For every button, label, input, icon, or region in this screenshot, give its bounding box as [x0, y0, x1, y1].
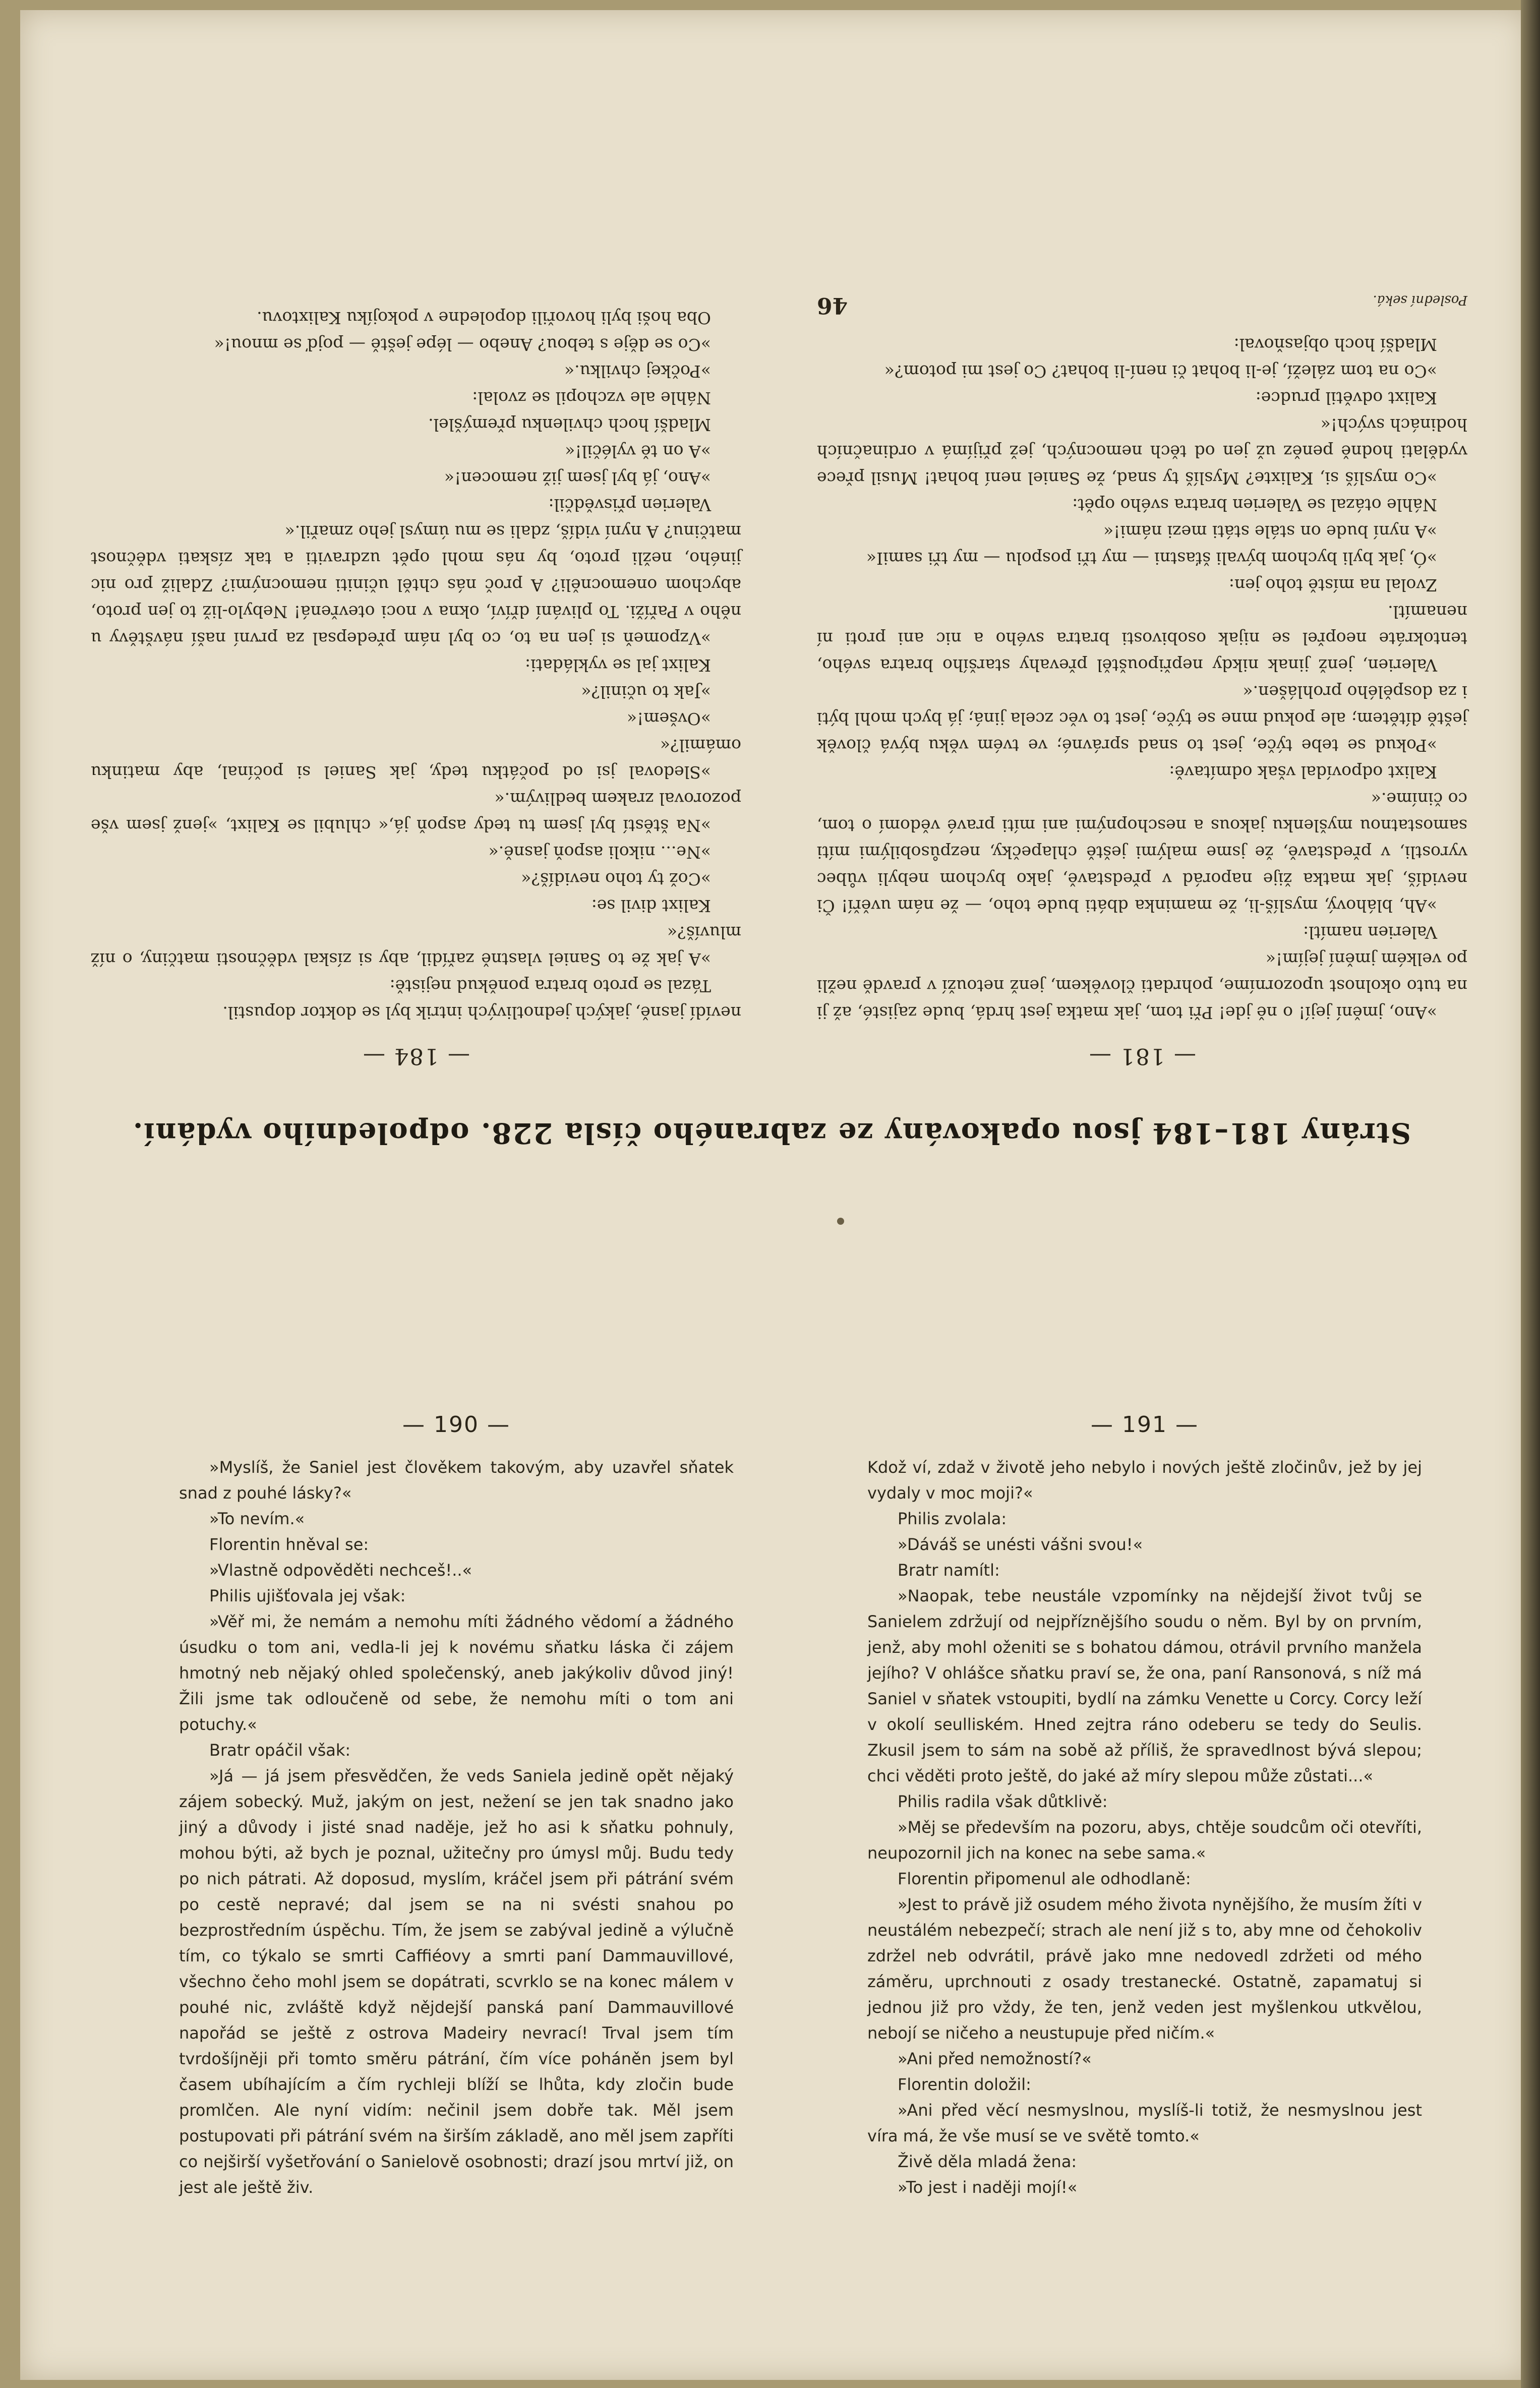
paragraph: Valerien, jenž jinak nikdy nepřipouštěl převahy staršího bratra svého, tentokráte neopřel se nijak osobivosti bratra svého a nic ani proti ní nenamítl. [817, 602, 1467, 675]
paragraph: Náhle otázal se Valerien bratra svého opět: [1072, 495, 1437, 515]
paragraph: Kdož ví, zdaž v životě jeho nebylo i nových ještě zločinův, jež by jej vydaly v moc moji?« [867, 1458, 1422, 1503]
page-number: — 181 — [1088, 1043, 1196, 1069]
printer-signature: Poslední seká. [1373, 292, 1467, 308]
paragraph: »Ani před nemožností?« [898, 2049, 1092, 2068]
page-number: — 184 — [362, 1043, 470, 1069]
paragraph: Philis zvolala: [898, 1509, 1007, 1528]
paragraph: Mladší hoch chvilenku přemýšlel. [428, 415, 711, 435]
paragraph: »Ovšem!« [626, 709, 711, 729]
paragraph: »Věř mi, že nemám a nemohu míti žádného vědomí a žádného úsudku o tom ani, vedla-li jej k novému sňatku láska či zájem hmotný neb nějaký ohled společenský, aneb jakýkoliv důvod jiný! Žili jsme tak odloučeně od sebe, že nemohu míti o tom ani potuchy.« [179, 1612, 734, 1734]
paragraph: »Což ty toho nevidíš?« [521, 869, 711, 889]
paragraph: Valerien přisvědčil: [548, 495, 711, 515]
paragraph: »A nyní bude on stále státi mezi námi!« [1103, 522, 1437, 542]
upside-down-section [76, 156, 1467, 1155]
upright-section [179, 1412, 1490, 2309]
paragraph: »Pokud se tebe týče, jest to snad správné; ve tvém věku bývá člověk ještě dítětem; ale pokud mne se týče, jest to věc zcela jiná; já bych mohl býti i za dospělého prohlášen.« [817, 682, 1467, 755]
paragraph: »A on tě vyléčil!« [565, 442, 711, 461]
paragraph: »Ani před věcí nesmyslnou, myslíš-li totiž, že nesmyslnou jest víra má, že vše musí se ve světě tomto.« [867, 2101, 1422, 2145]
paragraph: »Ah, bláhový, myslíš-li, že maminka dbáti bude toho, — že nám uvěří! Či nevidíš, jak matka žije naporád v představě, jako bychom nebyli vůbec vyrostli, v představě, že jsme malými ještě chlapečky, nezpůsobilými míti samostatnou myšlenku jakous a neschopnými ani míti pravé vědomí o tom, co činíme.« [817, 789, 1467, 916]
paragraph: Zvolal na místě toho jen: [1228, 575, 1437, 595]
paragraph: Bratr opáčil však: [209, 1741, 351, 1760]
paragraph: Kalixt odpovídal však odmítavě: [1169, 762, 1437, 782]
paragraph: Kalixt odvětil prudce: [1255, 388, 1437, 408]
paragraph: Mladší hoch objasňoval: [1233, 335, 1437, 354]
paragraph: Florentin doložil: [898, 2075, 1031, 2094]
column-page-190 [179, 1412, 734, 2200]
page-number: — 190 — [402, 1412, 510, 1438]
paragraph: »Dáváš se unésti vášni svou!« [898, 1535, 1143, 1554]
page-edge-shadow [1521, 0, 1540, 2388]
paragraph: »Myslíš, že Saniel jest člověkem takovým, aby uzavřel sňatek snad z pouhé lásky?« [179, 1458, 734, 1503]
paragraph: »Jak to učinil?« [581, 682, 711, 702]
column-text [91, 305, 741, 1026]
paragraph: »Ne... nikoli aspoň jasně.« [488, 843, 711, 862]
paragraph: »Sledoval jsi od počátku tedy, jak Saniel si počínal, aby matinku omámil?« [91, 736, 741, 782]
ink-dot [837, 1218, 844, 1225]
paragraph: »Ano, já byl jsem již nemocen!« [444, 468, 711, 488]
paragraph: »A jak že to Saniel vlastně zařídil, aby si získal vděčnosti matčiny, o níž mluvíš?« [91, 923, 741, 969]
sheet-number: 46 [817, 292, 848, 318]
paragraph: Kalixt divil se: [591, 896, 711, 916]
paragraph: »Měj se především na pozoru, abys, chtěje soudcům oči otevříti, neupozornil jich na konec na sebe sama.« [867, 1818, 1422, 1863]
sheet-footer [817, 292, 1467, 318]
paragraph: »Jest to právě již osudem mého života nynějšího, že musím žíti v neustálém nebezpečí; strach ale není již s to, aby mne od čehokoliv zdržel neb odvrátil, právě jako mne nedovedl zdržeti od mého záměru, uprchnouti z osady trestanecké. Ostatně, zapamatuj si jednou již pro vždy, že ten, jenž veden jest myšlenkou utkvělou, nebojí se ničeho a neustupuje před ničím.« [867, 1895, 1422, 2043]
paragraph: »Vzpomeň si jen na to, co byl nám předepsal za první naší návštěvy u něho v Paříži. To plivání dříví, okna v noci otevřená! Nebylo-liž to jen proto, abychom onemocněli? A proč nás chtěl učiniti nemocnými? Zdaliž pro nic jiného, nežli proto, by nás mohl opět uzdraviti a tak získati vděčnost matčinu? A nyní vidíš, zdali se mu úmysl jeho zmařil.« [91, 522, 741, 648]
paragraph: »Počkej chvilku.« [564, 362, 711, 381]
paragraph: Philis ujišťovala jej však: [209, 1586, 406, 1605]
paragraph: »Ano, jmění její! o ně jde! Při tom, jak matka jest hrdá, bude zajisté, až ji na tuto okolnost upozorníme, pohrdati člověkem, jenž netouží v pravdě nežli po velkém jmění jejím!« [817, 949, 1467, 1023]
paragraph: Florentin připomenul ale odhodlaně: [898, 1869, 1191, 1888]
paragraph: »Ó, jak byli bychom bývali šťastni — my tři pospolu — my tři samiI« [866, 549, 1437, 568]
paragraph: Živě děla mladá žena: [898, 2152, 1077, 2171]
paragraph: »Já — já jsem přesvědčen, že veds Saniela jedině opět nějaký zájem sobecký. Muž, jakým on jest, nežení se jen tak snadno jako jiný a důvody i jisté snad naděje, jež ho asi k sňatku pohnuly, mohou býti, až bych je poznal, užitečny pro úmysl můj. Budu tedy po nich pátrati. Až doposud, myslím, kráčel jsem při pátrání svém po cestě nepravé; dal jsem se na ni svésti snahou po bezprostředním úspěchu. Tím, že jsem se zabýval jedině a výlučně tím, co týkalo se smrti Caffiéovy a smrti paní Dammauvillové, všechno čeho mohl jsem se dopátrati, scvrklo se na konec málem v pouhé nic, zvláště když nějdejší panská paní Dammauvillové napořád se ještě z ostrova Madeiry nevrací! Trval jsem tím tvrdošíjněji při tomto směru pátrání, čím více poháněn jsem byl časem ubíhajícím a čím rychleji blíží se lhůta, kdy zločin bude promlčen. Ale nyní vidím: nečinil jsem dobře tak. Měl jsem postupovati při pátrání svém na širším základě, ano měl jsem zapříti co nejširší vyšetřování o Sanielově osobnosti; drazí jsou mrtví již, on jest ale ještě živ. [179, 1766, 734, 2197]
paragraph: Bratr namítl: [898, 1561, 1000, 1580]
paragraph: nevídí jasně, jakých jednotlivých intrik byl se doktor dopustil. [222, 1003, 741, 1023]
paragraph: »To jest i naději mojí!« [898, 2178, 1078, 2197]
paragraph: »Naopak, tebe neustále vzpomínky na nějdejší život tvůj se Sanielem zdržují od nejpříznějšího soudu o něm. Byl by on prvním, jenž, aby mohl oženiti se s bohatou dámou, otrávil prvního manžela jejího? V ohlášce sňatku praví se, že ona, paní Ransonová, s níž má Saniel v sňatek vstoupiti, bydlí na zámku Venette u Corcy. Corcy leží v okolí seulliském. Hned zejtra ráno odeberu se tedy do Seulis. Zkusil jsem to sám na sobě až příliš, že spravedlnost bývá slepou; chci věděti proto ještě, do jaké až míry slepou může zůstati...« [867, 1586, 1422, 1785]
paragraph: Tázal se proto bratra poněkud nejistě: [389, 976, 711, 996]
paragraph: Florentin hněval se: [209, 1535, 369, 1554]
paragraph: »To nevím.« [209, 1509, 305, 1528]
paragraph: »Co myslíš si, Kalixte? Myslíš ty snad, že Saniel není bohat! Musil přece vydělati hodně peněz už jen od těch nemocných, jež přijímá v ordinačních hodinách svých!« [817, 415, 1467, 488]
paragraph: »Na štěstí byl jsem tu tedy aspoň já,« chlubil se Kalixt, »jenž jsem vše pozoroval zrakem bedlivým.« [91, 789, 741, 835]
page-number: — 191 — [1091, 1412, 1199, 1438]
paragraph: »Co na tom záleží, je-li bohat či není-li bohat? Co jest mi potom?« [884, 362, 1437, 381]
paragraph: Valerien namítl: [1303, 923, 1437, 942]
repeated-pages-banner: Strány 181–184 jsou opakovány ze zabraného čísla 228. odpoledního vydání. [132, 1116, 1411, 1150]
column-page-191 [867, 1412, 1422, 2200]
paragraph: Náhle ale vzchopil se zvolal: [472, 388, 711, 408]
column-page-184 [91, 305, 741, 1069]
column-page-181 [817, 292, 1467, 1069]
paragraph: »Vlastně odpověděti nechceš!..« [209, 1561, 472, 1580]
column-text [817, 331, 1467, 1026]
paragraph: »Co se děje s tebou? Anebo — lépe ještě — pojď se mnou!« [214, 335, 711, 354]
paragraph: Oba hoši byli hovořili dopoledne v pokojíku Kalixtovu. [257, 308, 711, 328]
paragraph: Philis radila však důtklivě: [898, 1792, 1108, 1811]
paragraph: Kalixt jal se vykládati: [525, 655, 711, 675]
